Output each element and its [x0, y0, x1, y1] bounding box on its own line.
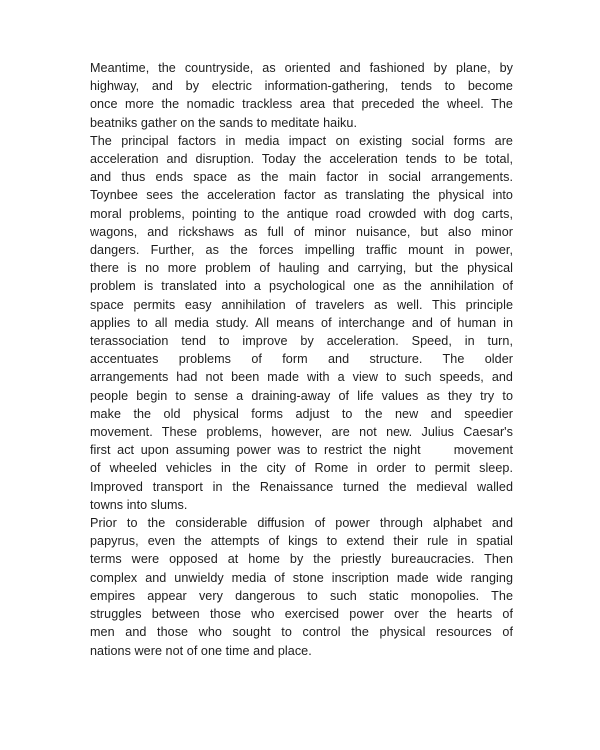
- text-line: Meantime, the countryside, as oriented and fashioned by plane, by: [90, 61, 513, 75]
- text-line: terms were opposed at home by the priestly bureaucracies. Then: [90, 552, 513, 567]
- text-line: problem is translated into a psychological one as the annihilation of: [90, 279, 513, 294]
- text-line: accentuates problems of form and structure. The older: [90, 352, 513, 367]
- paragraph: [90, 514, 513, 660]
- text-line: empires appear very dangerous to such static monopolies. The: [90, 588, 513, 603]
- text-line: struggles between those who exercised power over the hearts of: [90, 607, 513, 622]
- text-line: beatniks gather on the sands to meditate haiku.: [90, 115, 357, 130]
- paragraph: [90, 132, 513, 514]
- text-line: moral problems, pointing to the antique road crowded with dog carts,: [90, 206, 513, 221]
- text-line: there is no more problem of hauling and carrying, but the physical: [90, 261, 513, 276]
- text-line: dangers. Further, as the forces impelling traffic mount in power,: [90, 243, 513, 258]
- text-line: wagons, and rickshaws as full of minor nuisance, but also minor: [90, 224, 513, 239]
- body-text: [90, 59, 513, 660]
- paragraph: [90, 59, 513, 132]
- text-line: Toynbee sees the acceleration factor as translating the physical into: [90, 188, 513, 203]
- text-line: people begin to sense a draining-away of life values as they try to: [90, 388, 513, 403]
- text-line: once more the nomadic trackless area that preceded the wheel. The: [90, 97, 513, 112]
- text-line: arrangements had not been made with a view to such speeds, and: [90, 370, 513, 385]
- text-line: nations were not of one time and place.: [90, 643, 312, 658]
- text-line: towns into slums.: [90, 497, 188, 512]
- text-line: papyrus, even the attempts of kings to extend their rule in spatial: [90, 534, 513, 549]
- text-line: highway, and by electric information-gathering, tends to become: [90, 79, 513, 94]
- text-line: applies to all media study. All means of interchange and of human in: [90, 315, 513, 330]
- text-line: The principal factors in media impact on existing social forms are: [90, 133, 513, 148]
- text-line: complex and unwieldy media of stone inscription made wide ranging: [90, 570, 513, 585]
- text-line: space permits easy annihilation of travelers as well. This principle: [90, 297, 513, 312]
- text-line: of wheeled vehicles in the city of Rome in order to permit sleep.: [90, 461, 513, 476]
- text-line: movement. These problems, however, are not new. Julius Caesar's: [90, 425, 513, 440]
- text-line: first act upon assuming power was to restrict the night movement: [90, 443, 513, 458]
- text-line: acceleration and disruption. Today the acceleration tends to be total,: [90, 152, 513, 167]
- text-line: terassociation tend to improve by acceleration. Speed, in turn,: [90, 334, 513, 349]
- text-line: and thus ends space as the main factor in social arrangements.: [90, 170, 513, 185]
- text-line: men and those who sought to control the physical resources of: [90, 625, 513, 640]
- text-line: Improved transport in the Renaissance turned the medieval walled: [90, 479, 513, 494]
- text-line: Prior to the considerable diffusion of power through alphabet and: [90, 516, 513, 531]
- text-line: make the old physical forms adjust to the new and speedier: [90, 406, 513, 421]
